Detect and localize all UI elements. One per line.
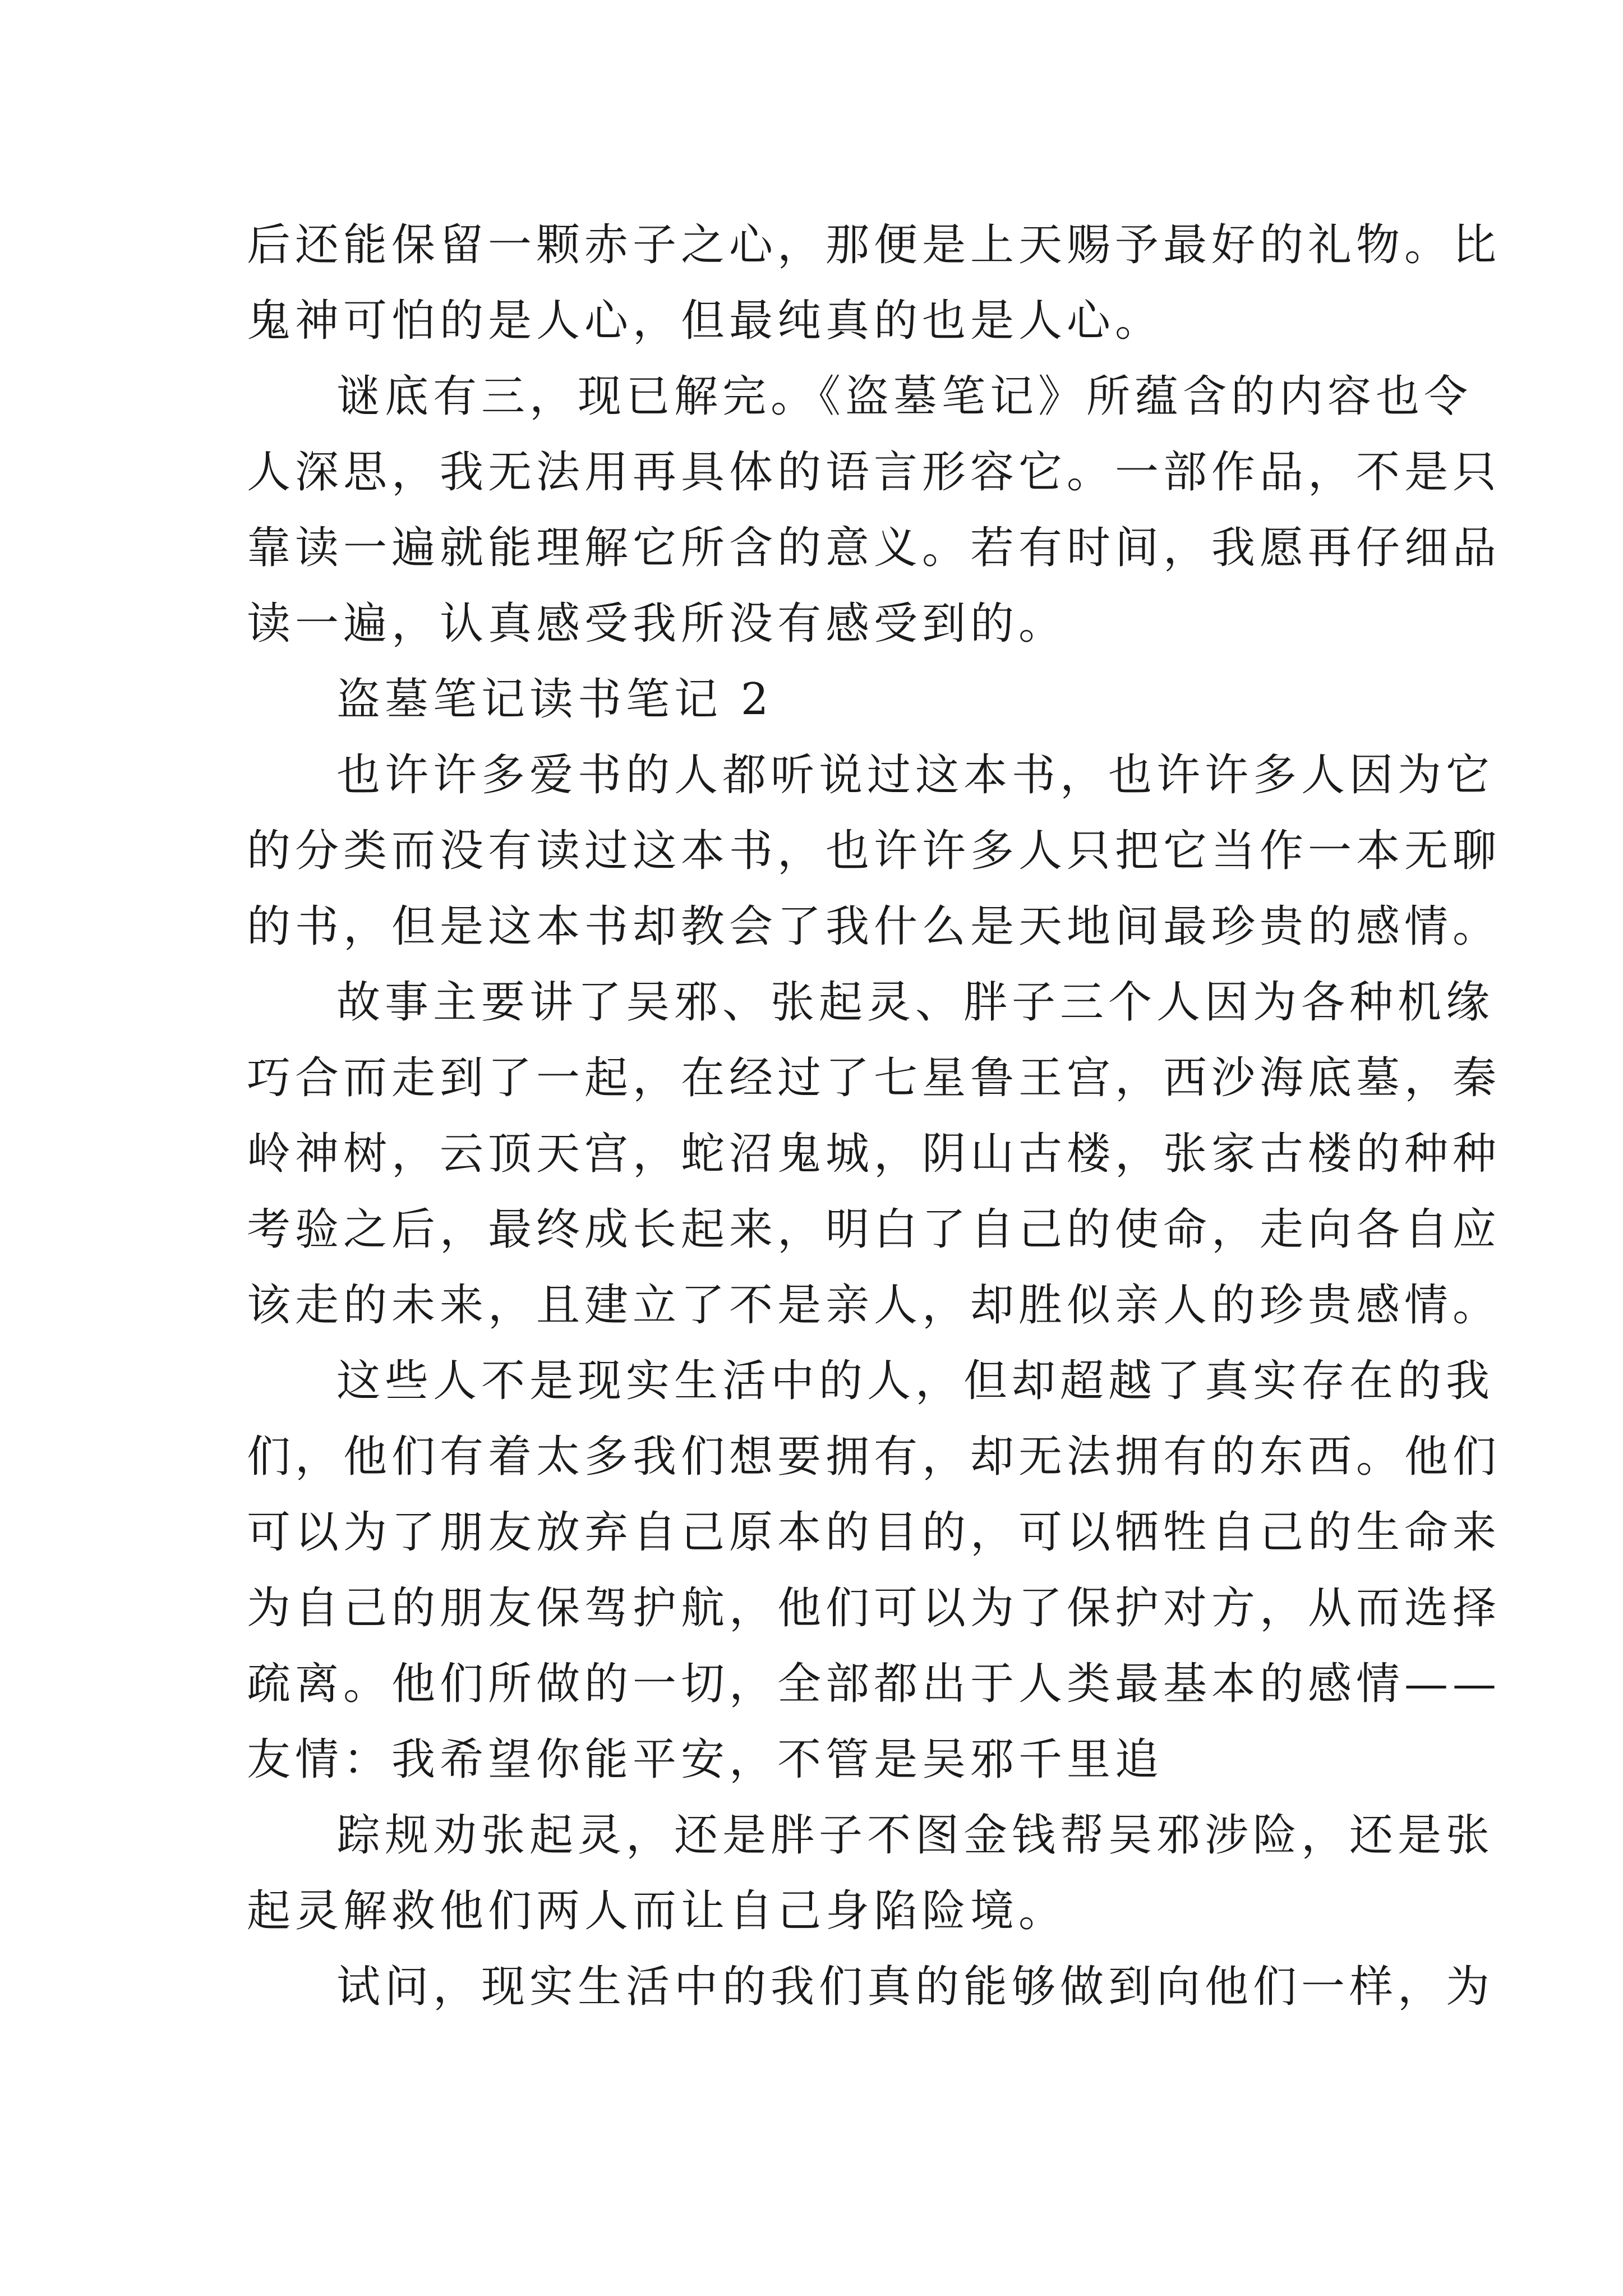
text-line: 试问，现实生活中的我们真的能够做到向他们一样，为 — [336, 1962, 1495, 2012]
text-line: 故事主要讲了吴邪、张起灵、胖子三个人因为各种机缘 — [336, 977, 1495, 1028]
text-line: 踪规劝张起灵，还是胖子不图金钱帮吴邪涉险，还是张 — [336, 1810, 1495, 1861]
text-line: 起灵解救他们两人而让自己身陷险境。 — [247, 1886, 1067, 1936]
text-line: 的分类而没有读过这本书，也许许多人只把它当作一本无聊 — [247, 826, 1501, 876]
text-line: 可以为了朋友放弃自己原本的目的，可以牺牲自己的生命来 — [247, 1507, 1501, 1558]
text-line: 友情：我希望你能平安，不管是吴邪千里追 — [247, 1734, 1164, 1785]
text-line: 也许许多爱书的人都听说过这本书，也许许多人因为它 — [336, 750, 1495, 800]
text-line: 谜底有三，现已解完。《盗墓笔记》所蕴含的内容也令 — [336, 371, 1473, 422]
text-line: 考验之后，最终成长起来，明白了自己的使命，走向各自应 — [247, 1204, 1501, 1255]
text-line: 靠读一遍就能理解它所含的意义。若有时间，我愿再仔细品 — [247, 523, 1501, 573]
text-line: 们，他们有着太多我们想要拥有，却无法拥有的东西。他们 — [247, 1432, 1501, 1482]
text-line: 巧合而走到了一起，在经过了七星鲁王宫，西沙海底墓，秦 — [247, 1053, 1501, 1103]
document-body — [247, 208, 1501, 2025]
text-line: 人深思，我无法用再具体的语言形容它。一部作品，不是只 — [247, 447, 1501, 498]
text-line: 岭神树，云顶天宫，蛇沼鬼城，阴山古楼，张家古楼的种种 — [247, 1129, 1501, 1179]
text-line: 的书，但是这本书却教会了我什么是天地间最珍贵的感情。 — [247, 901, 1501, 952]
text-line: 鬼神可怕的是人心，但最纯真的也是人心。 — [247, 296, 1164, 346]
text-line: 疏离。他们所做的一切，全部都出于人类最基本的感情—— — [247, 1659, 1501, 1709]
text-line: 该走的未来，且建立了不是亲人，却胜似亲人的珍贵感情。 — [247, 1280, 1501, 1331]
section-heading: 盗墓笔记读书笔记 2 — [336, 674, 773, 725]
text-line: 读一遍，认真感受我所没有感受到的。 — [247, 599, 1067, 649]
text-line: 这些人不是现实生活中的人，但却超越了真实存在的我 — [336, 1356, 1495, 1406]
text-line: 后还能保留一颗赤子之心，那便是上天赐予最好的礼物。比 — [247, 220, 1501, 270]
text-line: 为自己的朋友保驾护航，他们可以为了保护对方，从而选择 — [247, 1583, 1501, 1634]
